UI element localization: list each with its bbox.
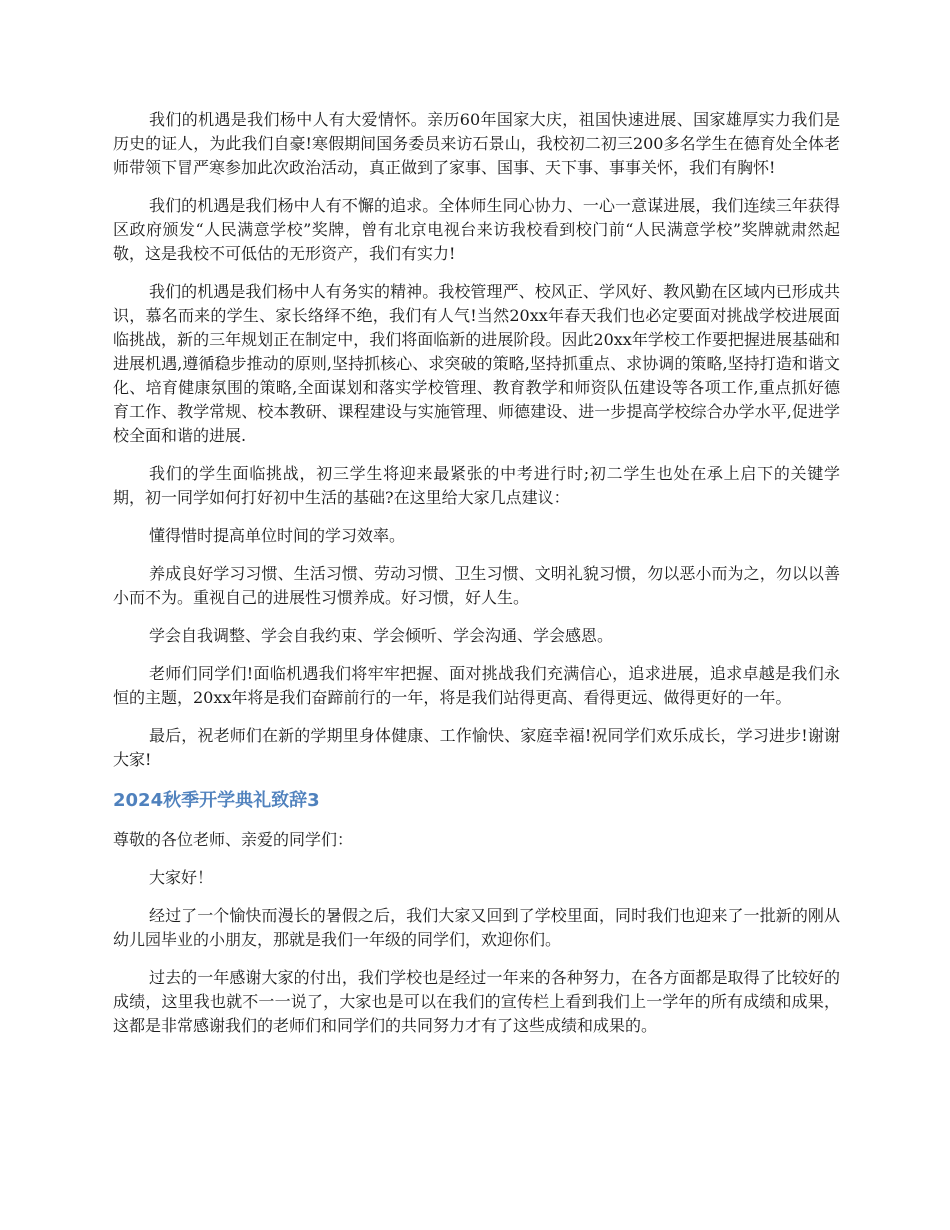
paragraph: 我们的学生面临挑战，初三学生将迎来最紧张的中考进行时;初二学生也处在承上启下的关键学期，初一同学如何打好初中生活的基础?在这里给大家几点建议： [113,464,840,507]
paragraph: 我们的机遇是我们杨中人有大爱情怀。亲历60年国家大庆，祖国快速进展、国家雄厚实力我们是历史的证人，为此我们自豪!寒假期间国务委员来访石景山，我校初二初三200多名学生在德育处全体老师带领下冒严寒参加此次政治活动，真正做到了家事、国事、天下事、事事关怀，我们有胸怀! [113,110,840,177]
section-heading: 2024秋季开学典礼致辞3 [113,790,320,811]
paragraph: 大家好！ [149,868,214,887]
paragraph: 我们的机遇是我们杨中人有不懈的追求。全体师生同心协力、一心一意谋进展，我们连续三年获得区政府颁发“人民满意学校”奖牌，曾有北京电视台来访我校看到校门前“人民满意学校”奖牌就肃然起敬，这是我校不可低估的无形资产，我们有实力! [113,196,840,263]
paragraph: 过去的一年感谢大家的付出，我们学校也是经过一年来的各种努力，在各方面都是取得了比较好的成绩，这里我也就不一一说了，大家也是可以在我们的宣传栏上看到我们上一学年的所有成绩和成果，这都是非常感谢我们的老师们和同学们的共同努力才有了这些成绩和成果的。 [113,968,840,1035]
paragraph: 经过了一个愉快而漫长的暑假之后，我们大家又回到了学校里面，同时我们也迎来了一批新的刚从幼儿园毕业的小朋友，那就是我们一年级的同学们，欢迎你们。 [113,906,840,949]
paragraph: 学会自我调整、学会自我约束、学会倾听、学会沟通、学会感恩。 [149,626,614,645]
document-page [113,108,840,1052]
paragraph: 养成良好学习习惯、生活习惯、劳动习惯、卫生习惯、文明礼貌习惯，勿以恶小而为之，勿以以善小而不为。重视自己的进展性习惯养成。好习惯，好人生。 [113,564,840,607]
paragraph: 我们的机遇是我们杨中人有务实的精神。我校管理严、校风正、学风好、教风勤在区域内已形成共识，慕名而来的学生、家长络绎不绝，我们有人气!当然20xx年春天我们也必定要面对挑战学校进展面临挑战，新的三年规划正在制定中，我们将面临新的进展阶段。因此20xx年学校工作要把握进展基础和进展机遇,遵循稳步推动的原则,坚持抓核心、求突破的策略,坚持抓重点、求协调的策略,坚持打造和谐文化、培育健康氛围的策略,全面谋划和落实学校管理、教育教学和师资队伍建设等各项工作,重点抓好德育工作、教学常规、校本教研、课程建设与实施管理、师德建设、进一步提高学校综合办学水平,促进学校全面和谐的进展. [113,282,840,445]
paragraph: 懂得惜时提高单位时间的学习效率。 [149,526,406,545]
salutation: 尊敬的各位老师、亲爱的同学们： [113,830,354,849]
paragraph: 老师们同学们!面临机遇我们将牢牢把握、面对挑战我们充满信心，追求进展，追求卓越是我们永恒的主题，20xx年将是我们奋蹄前行的一年，将是我们站得更高、看得更远、做得更好的一年。 [113,664,840,707]
paragraph: 最后，祝老师们在新的学期里身体健康、工作愉快、家庭幸福!祝同学们欢乐成长，学习进步!谢谢大家! [113,726,840,769]
